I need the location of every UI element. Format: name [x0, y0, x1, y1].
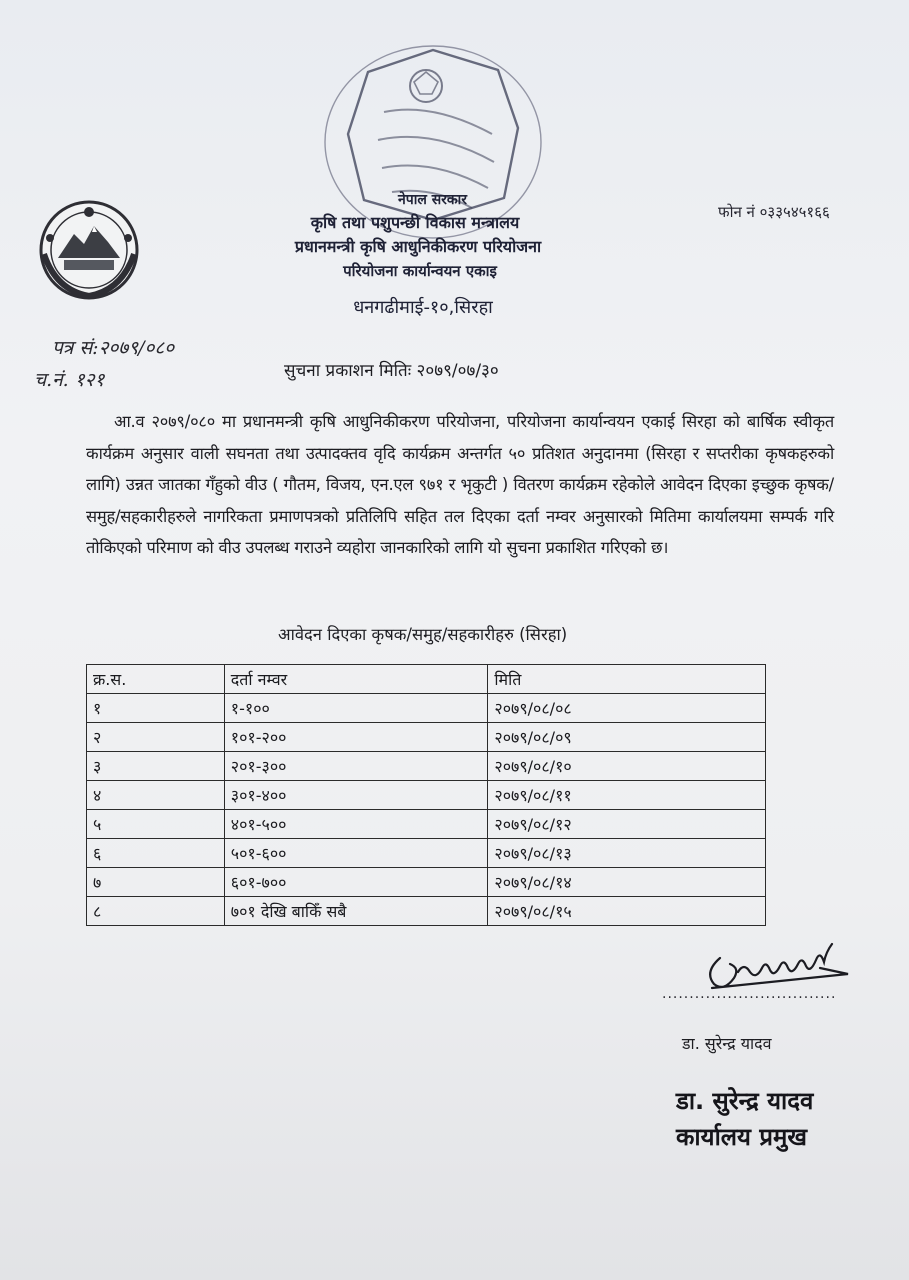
cell-date: २०७९/०८/१५: [488, 897, 766, 926]
table-row: [87, 839, 766, 868]
cell-serial: ७: [87, 868, 225, 897]
cell-date: २०७९/०८/१३: [488, 839, 766, 868]
header-gov: नेपाल सरकार: [398, 192, 468, 208]
cell-registration: ३०१-४००: [224, 781, 488, 810]
cell-serial: २: [87, 723, 225, 752]
cell-serial: ८: [87, 897, 225, 926]
cell-registration: ५०१-६००: [224, 839, 488, 868]
header-address: धनगढीमाई-१०,सिरहा: [353, 297, 493, 318]
signatory-stamp-name: डा. सुरेन्द्र यादव: [676, 1087, 814, 1115]
notice-body-paragraph: आ.व २०७९/०८० मा प्रधानमन्त्री कृषि आधुनिकीकरण परियोजना, परियोजना कार्यान्वयन एकाई सिरहा को बार्षिक स्वीकृत कार्यक्रम अनुसार वाली सघनता तथा उत्पादक्तव वृदि कार्यक्रम अन्तर्गत ५० प्रतिशत अनुदानमा (सिरहा र सप्तरीका कृषकहरुको लागि) उन्नत जातका गँहुको वीउ ( गौतम, विजय, एन.एल ९७१ र भृकुटी ) वितरण कार्यक्रम रहेकोले आवेदन दिएका इच्छुक कृषक/समुह/सहकारीहरुले नागरिकता प्रमाणपत्रको प्रतिलिपि सहित तल दिएका दर्ता नम्वर अनुसारको मितिमा कार्यालयमा सम्पर्क गरि तोकिएको परिमाण को वीउ उपलब्ध गराउने व्यहोरा जानकारिको लागि यो सुचना प्रकाशित गरिएको छ।: [86, 412, 834, 557]
header-registration-number: दर्ता नम्वर: [224, 665, 488, 694]
table-header-row: [87, 665, 766, 694]
signatory-stamp-title: कार्यालय प्रमुख: [676, 1123, 807, 1151]
cell-date: २०७९/०८/११: [488, 781, 766, 810]
header-unit: परियोजना कार्यान्वयन एकाइ: [343, 262, 497, 280]
signature-dotted-line: ................................: [662, 986, 837, 1002]
cell-registration: ७०१ देखि बाकिँ सबै: [224, 897, 488, 926]
cell-registration: ६०१-७००: [224, 868, 488, 897]
chalani-number: च.नं. १२१: [34, 369, 105, 391]
cell-serial: ४: [87, 781, 225, 810]
cell-registration: ४०१-५००: [224, 810, 488, 839]
applicant-schedule-table: [86, 664, 766, 926]
header-project: प्रधानमन्त्री कृषि आधुनिकीकरण परियोजना: [294, 237, 542, 256]
cell-serial: ६: [87, 839, 225, 868]
signatory-name: डा. सुरेन्द्र यादव: [682, 1034, 772, 1053]
table-row: [87, 868, 766, 897]
table-row: [87, 752, 766, 781]
table-row: [87, 897, 766, 926]
cell-registration: १-१००: [224, 694, 488, 723]
cell-date: २०७९/०८/१४: [488, 868, 766, 897]
cell-serial: ५: [87, 810, 225, 839]
table-row: [87, 694, 766, 723]
cell-date: २०७९/०८/०९: [488, 723, 766, 752]
notice-publish-date: सुचना प्रकाशन मितिः २०७९/०७/३०: [284, 361, 499, 381]
table-row: [87, 723, 766, 752]
header-ministry: कृषि तथा पशुपन्छी विकास मन्त्रालय: [310, 213, 520, 232]
phone-number: फोन नं ०३३५४५१६६: [718, 203, 830, 221]
table-row: [87, 781, 766, 810]
table-row: [87, 810, 766, 839]
cell-date: २०७९/०८/१२: [488, 810, 766, 839]
table-title: आवेदन दिएका कृषक/समुह/सहकारीहरु (सिरहा): [278, 625, 568, 644]
cell-date: २०७९/०८/०८: [488, 694, 766, 723]
header-date: मिति: [488, 665, 766, 694]
cell-serial: ३: [87, 752, 225, 781]
cell-date: २०७९/०८/१०: [488, 752, 766, 781]
cell-serial: १: [87, 694, 225, 723]
cell-registration: २०१-३००: [224, 752, 488, 781]
header-serial: क्र.स.: [87, 665, 225, 694]
cell-registration: १०१-२००: [224, 723, 488, 752]
patra-sankhya: पत्र सं:२०७९/०८०: [52, 337, 175, 359]
